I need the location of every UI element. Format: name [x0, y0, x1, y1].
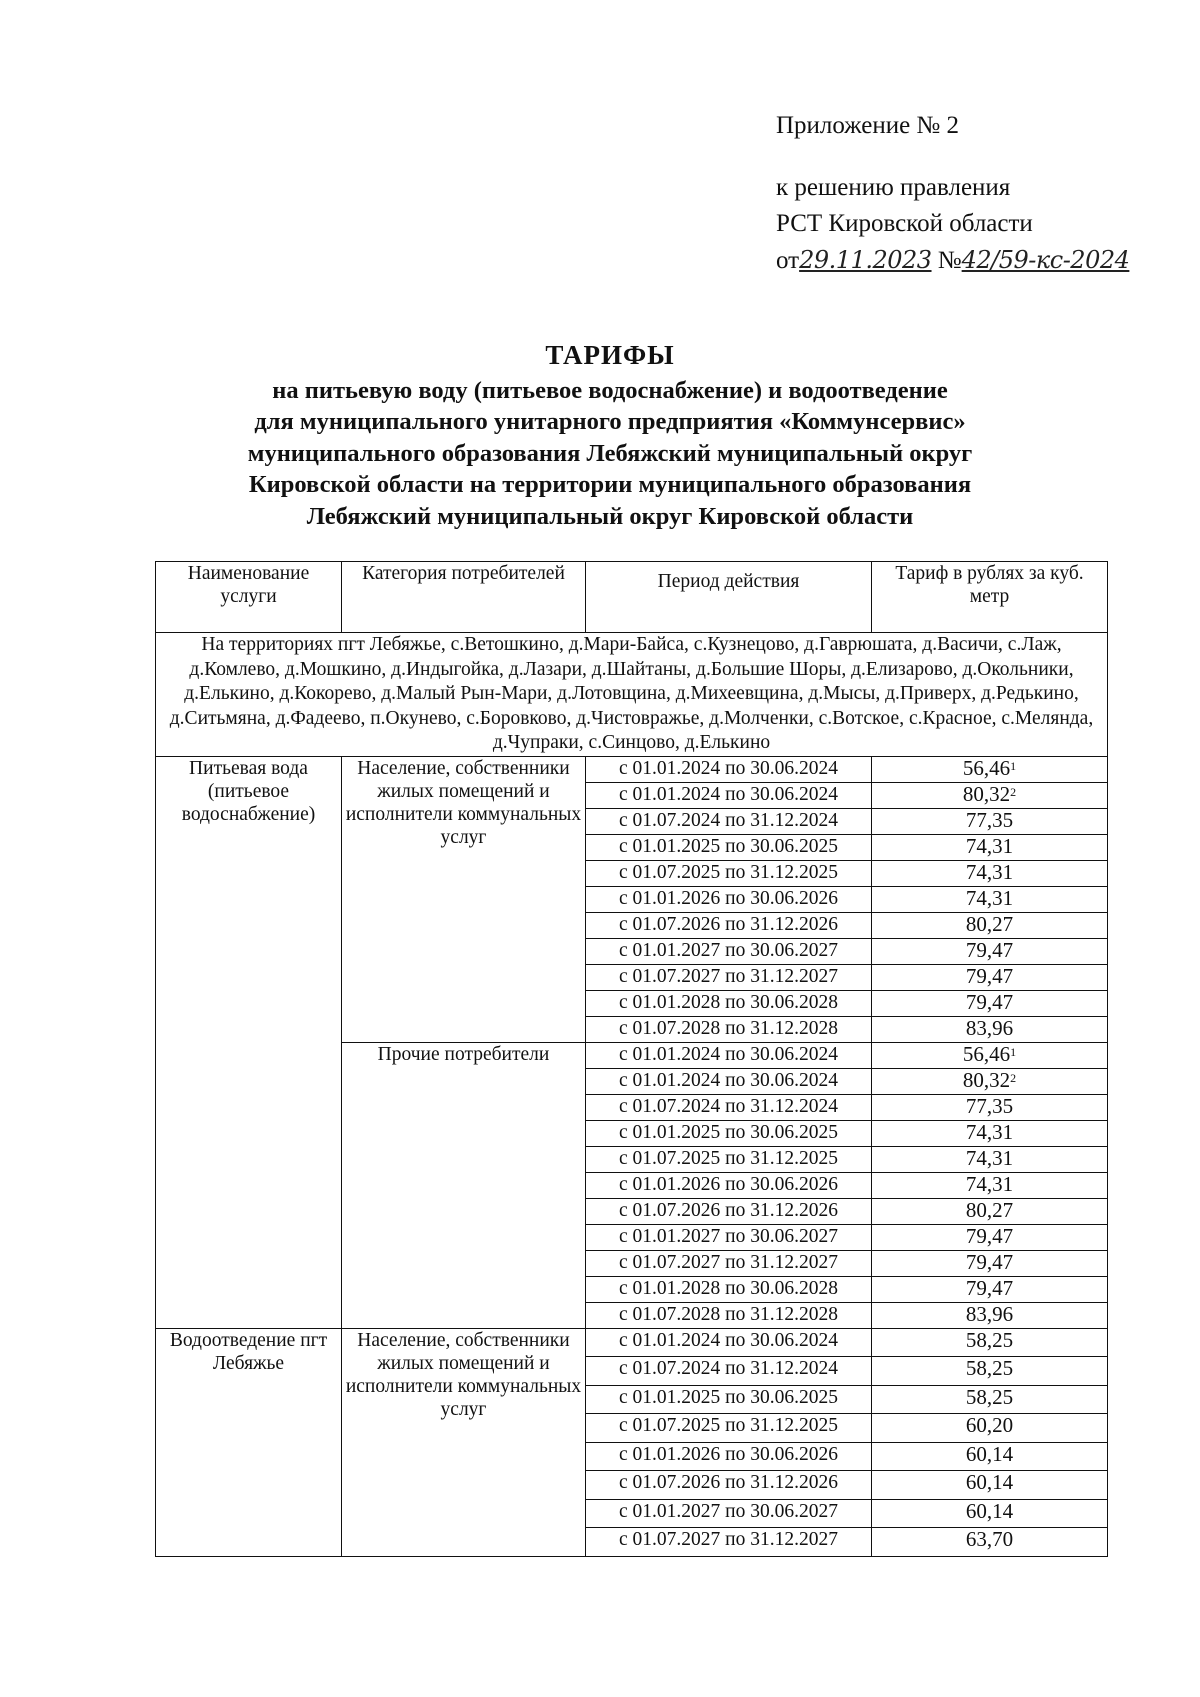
tariff-amount: 74,31: [965, 859, 1014, 884]
validity-period: с 01.01.2024 по 30.06.2024: [586, 782, 872, 808]
tariff-value: [872, 990, 1108, 1016]
validity-period: с 01.07.2025 по 31.12.2025: [586, 1414, 872, 1443]
validity-period: с 01.01.2026 по 30.06.2026: [586, 886, 872, 912]
tariff-amount: 58,25: [965, 1327, 1014, 1352]
validity-period: с 01.07.2026 по 31.12.2026: [586, 912, 872, 938]
consumer-category: Население, собственники жилых помещений и исполнители коммунальных услуг: [342, 756, 586, 1042]
tariff-value: [872, 1414, 1108, 1443]
tariff-value: [872, 1357, 1108, 1386]
tariff-value: [872, 964, 1108, 990]
territory-list: На территориях пгт Лебяжье, с.Ветошкино, д.Мари-Байса, с.Кузнецово, д.Гаврюшата, д.Васичи, с.Лаж, д.Комлево, д.Мошкино, д.Индыгойка, д.Лазари, д.Шайтаны, д.Большие Шоры, д.Елизарово, д.Окольники, д.Елькино, д.Кокорево, д.Малый Рын-Мари, д.Лотовщина, д.Михеевщина, д.Мысы, д.Приверх, д.Редькино, д.Ситьмяна, д.Фадеево, п.Окунево, с.Боровково, д.Чистовражье, д.Молченки, с.Вотское, с.Красное, с.Меляндa, д.Чупраки, с.Синцово, д.Елькино: [156, 633, 1108, 757]
tariff-amount: 74,31: [965, 885, 1014, 910]
service-name: Питьевая вода (питьевое водоснабжение): [156, 756, 342, 1328]
tariff-amount: 79,47: [965, 989, 1014, 1014]
tariff-amount: 56,46: [962, 755, 1011, 780]
validity-period: с 01.07.2027 по 31.12.2027: [586, 1528, 872, 1557]
decision-line-2: РСТ Кировской области: [776, 210, 1033, 237]
tariff-table-body: [156, 633, 1108, 1557]
tariff-amount: 79,47: [965, 937, 1014, 962]
tariff-value: [872, 860, 1108, 886]
tariff-amount: 80,32: [962, 781, 1011, 806]
table-header-row: [156, 562, 1108, 633]
territory-row: [156, 633, 1108, 757]
tariff-value: [872, 1385, 1108, 1414]
date-prefix: от: [776, 247, 800, 274]
decision-line-1: к решению правления: [776, 174, 1011, 201]
consumer-category: Население, собственники жилых помещений и исполнители коммунальных услуг: [342, 1328, 586, 1556]
header-service: Наименование услуги: [156, 562, 342, 633]
appendix-block: [776, 108, 1196, 279]
document-title: [130, 340, 1090, 532]
table-row: [156, 756, 1108, 782]
validity-period: с 01.07.2027 по 31.12.2027: [586, 1250, 872, 1276]
header-period: Период действия: [586, 562, 872, 633]
validity-period: с 01.01.2025 по 30.06.2025: [586, 1385, 872, 1414]
tariff-amount: 79,47: [965, 1249, 1014, 1274]
title-line: для муниципального унитарного предприятия «Коммунсервис»: [254, 408, 966, 435]
validity-period: с 01.01.2028 по 30.06.2028: [586, 1276, 872, 1302]
title-line: Лебяжский муниципальный округ Кировской области: [306, 502, 914, 530]
tariff-value: [872, 756, 1108, 782]
tariff-amount: 58,25: [965, 1384, 1014, 1409]
tariff-value: [872, 782, 1108, 808]
tariff-table: [155, 561, 1108, 1557]
tariff-amount: 83,96: [965, 1301, 1014, 1326]
tariff-value: [872, 1224, 1108, 1250]
footnote-marker: 1: [1010, 758, 1017, 773]
tariff-amount: 79,47: [965, 1223, 1014, 1248]
number-prefix: №: [937, 247, 962, 274]
tariff-value: [872, 808, 1108, 834]
tariff-amount: 80,27: [965, 911, 1014, 936]
footnote-marker: 2: [1010, 1070, 1017, 1085]
validity-period: с 01.01.2024 по 30.06.2024: [586, 756, 872, 782]
tariff-value: [872, 1016, 1108, 1042]
tariff-value: [872, 1120, 1108, 1146]
consumer-category: Прочие потребители: [342, 1042, 586, 1328]
tariff-value: [872, 1328, 1108, 1357]
footnote-marker: 1: [1010, 1044, 1017, 1059]
tariff-value: [872, 1172, 1108, 1198]
tariff-value: [872, 1499, 1108, 1528]
tariff-amount: 80,27: [965, 1197, 1014, 1222]
validity-period: с 01.01.2028 по 30.06.2028: [586, 990, 872, 1016]
validity-period: с 01.01.2024 по 30.06.2024: [586, 1328, 872, 1357]
tariff-amount: 60,14: [965, 1498, 1014, 1523]
tariff-amount: 58,25: [965, 1356, 1014, 1380]
tariff-value: [872, 1198, 1108, 1224]
tariff-amount: 60,14: [965, 1470, 1014, 1494]
header-category: Категория потребителей: [342, 562, 586, 633]
validity-period: с 01.07.2027 по 31.12.2027: [586, 964, 872, 990]
tariff-value: [872, 1068, 1108, 1094]
tariff-value: [872, 938, 1108, 964]
validity-period: с 01.07.2024 по 31.12.2024: [586, 808, 872, 834]
tariff-amount: 74,31: [965, 833, 1014, 858]
validity-period: с 01.07.2028 по 31.12.2028: [586, 1302, 872, 1328]
validity-period: с 01.01.2024 по 30.06.2024: [586, 1042, 872, 1068]
tariff-amount: 83,96: [965, 1015, 1014, 1040]
tariff-value: [872, 1094, 1108, 1120]
tariff-amount: 74,31: [965, 1171, 1014, 1196]
validity-period: с 01.01.2027 по 30.06.2027: [586, 938, 872, 964]
tariff-value: [872, 1146, 1108, 1172]
appendix-number: Приложение № 2: [776, 112, 960, 139]
validity-period: с 01.01.2026 по 30.06.2026: [586, 1442, 872, 1471]
handwritten-date: 29.11.2023: [799, 246, 932, 274]
validity-period: с 01.01.2025 по 30.06.2025: [586, 834, 872, 860]
tariff-value: [872, 1302, 1108, 1328]
tariff-amount: 74,31: [965, 1119, 1014, 1144]
tariff-amount: 80,32: [962, 1067, 1011, 1092]
header-tariff: Тариф в рублях за куб. метр: [872, 562, 1108, 633]
validity-period: с 01.01.2024 по 30.06.2024: [586, 1068, 872, 1094]
tariff-amount: 56,46: [962, 1041, 1011, 1066]
tariff-value: [872, 912, 1108, 938]
tariff-value: [872, 1528, 1108, 1557]
tariff-amount: 60,20: [965, 1413, 1014, 1437]
decision-date-line: [776, 242, 1196, 279]
tariff-value: [872, 1442, 1108, 1471]
tariff-value: [872, 1471, 1108, 1500]
validity-period: с 01.01.2025 по 30.06.2025: [586, 1120, 872, 1146]
validity-period: с 01.07.2026 по 31.12.2026: [586, 1471, 872, 1500]
tariff-amount: 60,14: [965, 1441, 1014, 1466]
title-main: ТАРИФЫ: [545, 340, 675, 370]
tariff-value: [872, 834, 1108, 860]
handwritten-number: 42/59-кс-2024: [961, 246, 1130, 274]
tariff-value: [872, 886, 1108, 912]
footnote-marker: 2: [1010, 784, 1017, 799]
tariff-value: [872, 1042, 1108, 1068]
table-row: [156, 1328, 1108, 1357]
service-name: Водоотведение пгт Лебяжье: [156, 1328, 342, 1556]
title-line: на питьевую воду (питьевое водоснабжение) и водоотведение: [272, 376, 948, 404]
tariff-amount: 79,47: [965, 963, 1014, 988]
tariff-amount: 74,31: [965, 1145, 1014, 1170]
validity-period: с 01.01.2026 по 30.06.2026: [586, 1172, 872, 1198]
validity-period: с 01.01.2027 по 30.06.2027: [586, 1499, 872, 1528]
tariff-amount: 63,70: [965, 1527, 1014, 1551]
tariff-amount: 79,47: [965, 1275, 1014, 1300]
validity-period: с 01.07.2028 по 31.12.2028: [586, 1016, 872, 1042]
tariff-amount: 77,35: [965, 1093, 1014, 1118]
validity-period: с 01.07.2024 по 31.12.2024: [586, 1357, 872, 1386]
tariff-value: [872, 1250, 1108, 1276]
validity-period: с 01.07.2024 по 31.12.2024: [586, 1094, 872, 1120]
validity-period: с 01.07.2025 по 31.12.2025: [586, 860, 872, 886]
tariff-value: [872, 1276, 1108, 1302]
validity-period: с 01.07.2026 по 31.12.2026: [586, 1198, 872, 1224]
tariff-amount: 77,35: [965, 807, 1014, 832]
title-line: Кировской области на территории муниципального образования: [248, 471, 972, 498]
title-line: муниципального образования Лебяжский муниципальный округ: [247, 439, 973, 467]
validity-period: с 01.01.2027 по 30.06.2027: [586, 1224, 872, 1250]
validity-period: с 01.07.2025 по 31.12.2025: [586, 1146, 872, 1172]
